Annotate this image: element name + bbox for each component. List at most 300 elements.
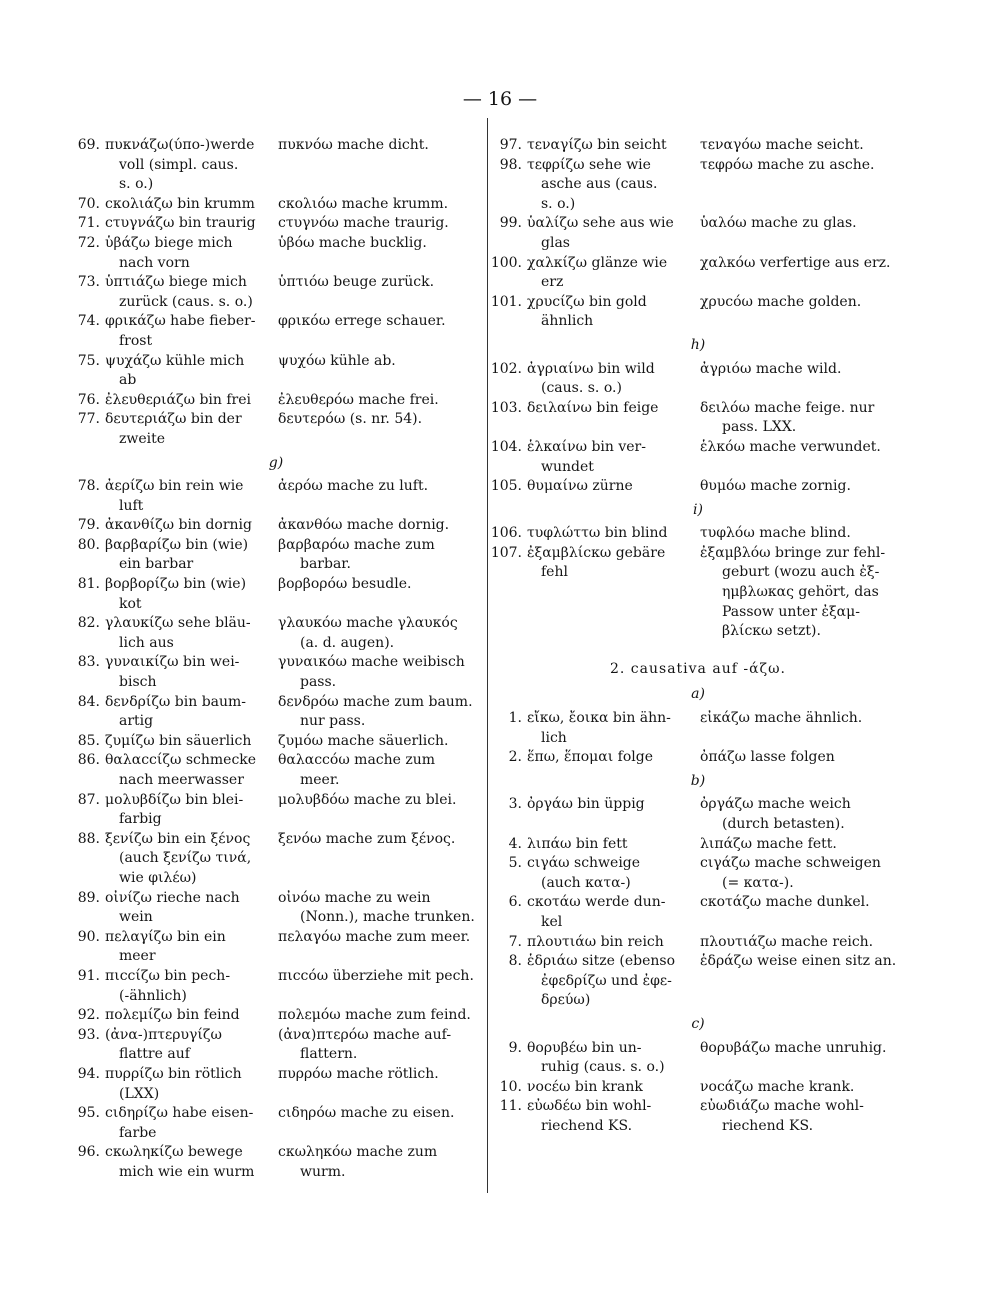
entry-causative: [700, 399, 908, 438]
entry-word: [527, 933, 700, 953]
entry-causative: [700, 544, 908, 642]
entry-number: 8.: [508, 953, 522, 970]
entry-word: [105, 516, 278, 536]
entry-row: [488, 709, 908, 748]
entry-word-continuation: ab: [119, 372, 137, 389]
entry-number: 95.: [77, 1105, 100, 1122]
entry-causative-line: βορβορόω besudle.: [278, 576, 412, 593]
entry-row: [488, 544, 908, 642]
entry-number: 104.: [490, 438, 522, 455]
entry-word: [105, 732, 278, 752]
entry-row: [488, 214, 908, 253]
entry-row: [488, 1078, 908, 1098]
entry-causative-line: οἰνόω mache zu wein: [278, 889, 431, 906]
entry-number: 91.: [77, 967, 100, 984]
entry-word-line: cιδηρίζω habe eisen-: [105, 1105, 254, 1122]
entry-word-continuation: voll (simpl. caus.: [119, 156, 239, 173]
entry-word: [527, 1097, 700, 1136]
entry-word-line: φρικάζω habe fieber-: [105, 313, 256, 330]
entry-word: [527, 293, 700, 332]
entry-row: [66, 136, 486, 195]
entry-causative: [278, 195, 486, 215]
entry-word-line: πελαγίζω bin ein: [105, 928, 226, 945]
entry-causative-line: ἑδράζω weise einen sitz an.: [700, 953, 897, 970]
entry-number: 106.: [490, 525, 522, 542]
entry-word-line: πυκνάζω(ύπο-)werde: [105, 137, 255, 153]
entry-word-continuation: fehl: [541, 564, 568, 581]
entry-word-line: εὐωδέω bin wohl-: [527, 1098, 652, 1115]
entry-number: 90.: [77, 928, 100, 945]
entry-word-line: δενδρίζω bin baum-: [105, 693, 247, 710]
entry-causative-continuation: (durch betasten).: [722, 816, 845, 832]
entry-causative: [278, 391, 486, 411]
entry-word: [105, 536, 278, 575]
entry-causative-continuation: (Nonn.), mache trunken.: [300, 909, 475, 926]
entry-causative: [700, 293, 908, 332]
entry-causative-line: πιccόω überziehe mit pech.: [278, 967, 474, 984]
entry-row: [66, 391, 486, 411]
entry-word-continuation: ἐφεδρίζω und ἐφε-: [541, 972, 672, 989]
entry-row: [66, 352, 486, 391]
entry-number: 93.: [77, 1026, 100, 1043]
entry-word-line: πυρρίζω bin rötlich: [105, 1065, 242, 1082]
entry-causative-continuation: wurm.: [300, 1163, 346, 1180]
entry-causative: [278, 234, 486, 273]
entry-word-continuation: farbe: [119, 1124, 157, 1141]
entry-word-line: δειλαίνω bin feige: [527, 399, 659, 416]
entry-row: [488, 477, 908, 497]
entry-word: [527, 854, 700, 893]
entry-row: [488, 156, 908, 215]
entry-causative: [278, 889, 486, 928]
entry-word-line: εἴκω, ἔοικα bin ähn-: [527, 710, 671, 727]
entry-word: [105, 830, 278, 889]
entry-word: [527, 952, 700, 1011]
entry-word-line: ζυμίζω bin säuerlich: [105, 732, 252, 749]
entry-word-line: ἀκανθίζω bin dornig: [105, 517, 252, 534]
entry-causative: [700, 1039, 908, 1078]
entry-word-line: μολυβδίζω bin blei-: [105, 791, 244, 808]
entry-causative-line: μολυβδόω mache zu blei.: [278, 791, 457, 808]
entry-word-line: νοcέω bin krank: [527, 1078, 643, 1095]
entry-word-continuation: ruhig (caus. s. o.): [541, 1059, 665, 1076]
entry-row: [66, 791, 486, 830]
entry-row: [66, 1143, 486, 1182]
entry-causative: [278, 830, 486, 889]
entry-word-line: δευτεριάζω bin der: [105, 411, 242, 428]
entry-word-line: λιπάω bin fett: [527, 835, 628, 852]
entry-word: [105, 575, 278, 614]
entry-causative-line: πελαγόω mache zum meer.: [278, 928, 471, 945]
entry-number: 7.: [508, 933, 522, 950]
entry-word-continuation: nach meerwasser: [119, 772, 244, 788]
entry-word-continuation: luft: [119, 497, 144, 514]
section-letter: h): [690, 336, 706, 353]
entry-row: [66, 536, 486, 575]
section-letter: a): [691, 686, 705, 703]
entry-causative: [278, 693, 486, 732]
entry-number: 79.: [77, 517, 100, 534]
entry-word: [105, 136, 278, 195]
entry-causative: [278, 536, 486, 575]
entry-row: [66, 653, 486, 692]
entry-word: [105, 273, 278, 312]
entry-row: [66, 693, 486, 732]
entry-causative: [278, 791, 486, 830]
entry-number: 81.: [77, 576, 100, 593]
entry-causative: [700, 748, 908, 768]
entry-causative-line: λιπάζω mache fett.: [700, 835, 837, 852]
entry-word: [105, 889, 278, 928]
entry-number: 5.: [508, 855, 522, 872]
entry-causative: [700, 1078, 908, 1098]
entry-number: 105.: [490, 478, 522, 495]
entry-word-line: cτυγνάζω bin traurig: [105, 215, 256, 232]
entry-causative-line: (ἀνα)πτερόω mache auf-: [278, 1026, 452, 1043]
entry-number: 87.: [77, 791, 100, 808]
entry-causative-line: cιγάζω mache schweigen: [700, 855, 881, 872]
entry-causative: [278, 575, 486, 614]
section-letter: g): [268, 454, 284, 471]
entry-word: [527, 477, 700, 497]
entry-word-line: πιccίζω bin pech-: [105, 967, 231, 984]
entry-causative-line: τεναγόω mache seicht.: [700, 137, 864, 153]
right-column: [488, 136, 908, 1137]
entry-causative: [278, 967, 486, 1006]
entry-word-line: ἀερίζω bin rein wie: [105, 478, 244, 495]
entry-word: [105, 1143, 278, 1182]
entry-causative-continuation: geburt (wozu auch ἐξ-: [722, 564, 880, 581]
entry-causative-line: ἐξαμβλόω bringe zur fehl-: [700, 544, 886, 561]
entry-causative-line: πυρρόω mache rötlich.: [278, 1065, 439, 1082]
entry-word: [105, 751, 278, 790]
entry-number: 99.: [499, 215, 522, 232]
entry-word-continuation: ähnlich: [541, 313, 594, 330]
entry-causative-line: δειλόω mache feige. nur: [700, 399, 875, 416]
entry-word-line: βορβορίζω bin (wie): [105, 576, 247, 593]
entry-causative: [278, 732, 486, 752]
entry-causative-continuation: (a. d. augen).: [300, 634, 395, 651]
entry-word-line: ὑπτιάζω biege mich: [105, 274, 247, 291]
entry-word-continuation: lich: [541, 729, 567, 746]
page-number-line: [0, 88, 1000, 110]
entry-number: 92.: [77, 1007, 100, 1024]
entry-causative: [278, 1026, 486, 1065]
entry-row: [488, 854, 908, 893]
entry-word-continuation: (auch κατα-): [541, 874, 631, 891]
entry-word-continuation: (LXX): [119, 1085, 160, 1102]
section-title: 2. causativa auf -άζω.: [610, 660, 786, 677]
entry-word: [105, 410, 278, 449]
entry-word: [527, 399, 700, 438]
entry-word-line: τεναγίζω bin seicht: [527, 137, 667, 153]
entry-word-line: θαλαccίζω schmecke: [105, 752, 257, 769]
entry-row: [66, 751, 486, 790]
entry-causative-line: θυμόω mache zornig.: [700, 478, 851, 495]
entry-row: [66, 195, 486, 215]
entry-word-line: ψυχάζω kühle mich: [105, 352, 245, 369]
entry-word-continuation: kel: [541, 913, 563, 930]
entry-word: [527, 254, 700, 293]
entry-word: [527, 893, 700, 932]
entry-word-continuation: s. o.): [119, 176, 154, 193]
entry-word-line: cκοτάω werde dun-: [527, 894, 666, 911]
entry-row: [66, 928, 486, 967]
entry-word: [105, 928, 278, 967]
entry-word-line: πολεμίζω bin feind: [105, 1007, 240, 1024]
entry-number: 82.: [77, 615, 100, 632]
entry-causative: [278, 136, 486, 195]
entry-number: 103.: [490, 399, 522, 416]
entry-number: 75.: [77, 352, 100, 369]
entry-causative-line: ὑβόω mache bucklig.: [278, 234, 427, 251]
entry-word: [527, 544, 700, 642]
entry-causative-continuation: flattern.: [300, 1046, 358, 1063]
entry-causative-line: ἐλευθερόω mache frei.: [278, 391, 439, 408]
entry-causative-continuation: Passow unter ἐξαμ-: [722, 603, 860, 620]
page-number: 16: [487, 88, 513, 110]
entry-row: [488, 893, 908, 932]
entry-causative: [278, 273, 486, 312]
entry-word-line: γλαυκίζω sehe bläu-: [105, 615, 251, 632]
entry-number: 3.: [508, 796, 522, 813]
entry-causative: [278, 214, 486, 234]
entry-word-line: ἐλευθεριάζω bin frei: [105, 391, 252, 408]
entry-row: [66, 234, 486, 273]
entry-word-line: χρυcίζω bin gold: [527, 293, 647, 310]
entry-number: 4.: [508, 835, 522, 852]
entry-word-continuation: meer: [119, 948, 156, 965]
entry-causative: [278, 410, 486, 449]
entry-word-line: τυφλώττω bin blind: [527, 525, 668, 542]
entry-word: [527, 795, 700, 834]
entry-causative-line: εὐωδιάζω mache wohl-: [700, 1098, 864, 1115]
entry-causative-line: ὀργάζω mache weich: [700, 796, 851, 813]
entry-row: [488, 795, 908, 834]
entry-word-continuation: ein barbar: [119, 556, 194, 573]
entry-causative: [700, 360, 908, 399]
entry-number: 102.: [490, 360, 522, 377]
entry-row: [488, 254, 908, 293]
entry-word: [105, 1026, 278, 1065]
entry-word: [105, 614, 278, 653]
entry-word-line: πλουτιάω bin reich: [527, 933, 664, 950]
left-column: [66, 136, 486, 1182]
entry-causative-line: γλαυκόω mache γλαυκός: [278, 615, 458, 632]
entry-causative-continuation: βλίcκω setzt).: [722, 623, 821, 640]
entry-causative: [700, 524, 908, 544]
entry-word: [527, 1078, 700, 1098]
entry-causative-line: θαλαccόω mache zum: [278, 752, 436, 769]
entry-word-continuation: wein: [119, 909, 153, 926]
entry-row: [488, 1039, 908, 1078]
entry-number: 100.: [490, 254, 522, 271]
entry-word-continuation: frost: [119, 332, 153, 349]
entry-word-line: ἕπω, ἕπομαι folge: [527, 749, 653, 766]
entry-word-continuation: (caus. s. o.): [541, 380, 622, 397]
entry-causative: [700, 254, 908, 293]
entry-causative-line: πυκνόω mache dicht.: [278, 137, 429, 153]
entry-number: 96.: [77, 1144, 100, 1161]
entry-word-line: τεφρίζω sehe wie: [527, 156, 651, 173]
entry-causative: [278, 312, 486, 351]
entry-causative-line: cτυγνόω mache traurig.: [278, 215, 449, 232]
entry-row: [488, 933, 908, 953]
entry-row: [488, 952, 908, 1011]
entry-causative-line: φρικόω errege schauer.: [278, 313, 446, 330]
entry-causative: [278, 477, 486, 516]
entry-causative-line: δενδρόω mache zum baum.: [278, 693, 473, 710]
entry-word-line: ἀγριαίνω bin wild: [527, 360, 655, 377]
entry-number: 97.: [499, 137, 522, 153]
entry-number: 6.: [508, 894, 522, 911]
entry-causative: [278, 653, 486, 692]
entry-causative-line: χρυcόω mache golden.: [700, 293, 862, 310]
entry-causative: [278, 928, 486, 967]
entry-word-line: (ἀνα-)πτερυγίζω: [105, 1026, 222, 1043]
entry-word: [105, 477, 278, 516]
entry-causative-continuation: nur pass.: [300, 713, 366, 730]
entry-word-continuation: erz: [541, 274, 564, 291]
entry-causative: [278, 516, 486, 536]
entry-word-line: ὑαλίζω sehe aus wie: [527, 215, 674, 232]
entry-row: [66, 410, 486, 449]
entry-word: [105, 967, 278, 1006]
entry-word: [527, 709, 700, 748]
entry-number: 89.: [77, 889, 100, 906]
entry-word: [105, 195, 278, 215]
entry-word-line: ἐξαμβλίcκω gebäre: [527, 544, 666, 561]
entry-causative: [700, 1097, 908, 1136]
entry-causative: [700, 156, 908, 215]
entry-causative: [278, 614, 486, 653]
entry-word: [105, 1104, 278, 1143]
entry-word-line: cκωληκίζω bewege: [105, 1144, 243, 1161]
entry-causative-line: cκολιόω mache krumm.: [278, 195, 449, 212]
entry-number: 107.: [490, 544, 522, 561]
entry-row: [66, 214, 486, 234]
entry-word-line: cιγάω schweige: [527, 855, 641, 872]
section-letter: i): [693, 501, 703, 518]
entry-word-continuation: glas: [541, 234, 570, 251]
entry-causative: [700, 854, 908, 893]
entry-row: [66, 614, 486, 653]
entry-causative: [700, 795, 908, 834]
entry-row: [66, 273, 486, 312]
entry-word: [527, 360, 700, 399]
entry-word: [527, 156, 700, 215]
entry-row: [488, 1097, 908, 1136]
entry-causative-continuation: ημβλωκας gehört, das: [722, 584, 879, 601]
entry-number: 85.: [77, 732, 100, 749]
entry-row: [488, 438, 908, 477]
entry-number: 78.: [77, 478, 100, 495]
entry-causative-line: θορυβάζω mache unruhig.: [700, 1039, 887, 1056]
entry-number: 101.: [490, 293, 522, 310]
entry-causative-line: χαλκόω verfertige aus erz.: [700, 254, 891, 271]
entry-row: [488, 524, 908, 544]
entry-causative-line: cιδηρόω mache zu eisen.: [278, 1105, 455, 1122]
entry-causative: [700, 136, 908, 156]
entry-row: [66, 477, 486, 516]
entry-number: 94.: [77, 1065, 100, 1082]
entry-row: [488, 748, 908, 768]
entry-row: [66, 830, 486, 889]
entry-number: 9.: [508, 1039, 522, 1056]
entry-number: 83.: [77, 654, 100, 671]
entry-word-line: θυμαίνω zürne: [527, 478, 633, 495]
entry-causative: [700, 477, 908, 497]
entry-number: 73.: [77, 274, 100, 291]
entry-word-line: ὑβάζω biege mich: [105, 234, 233, 251]
entry-causative: [278, 1104, 486, 1143]
entry-row: [66, 1065, 486, 1104]
entry-word: [105, 312, 278, 351]
entry-word: [105, 791, 278, 830]
entry-word: [527, 438, 700, 477]
entry-word-continuation: artig: [119, 713, 154, 730]
entry-causative-continuation: pass.: [300, 674, 337, 691]
entry-causative-line: πλουτιάζω mache reich.: [700, 933, 874, 950]
entry-causative-line: τυφλόω mache blind.: [700, 525, 851, 542]
entry-causative-continuation: riechend KS.: [722, 1117, 814, 1134]
entry-causative-line: ἀγριόω mache wild.: [700, 360, 842, 377]
entry-number: 80.: [77, 536, 100, 553]
entry-number: 74.: [77, 313, 100, 330]
entry-causative: [700, 893, 908, 932]
entry-word: [105, 1065, 278, 1104]
entry-row: [488, 399, 908, 438]
entry-number: 2.: [508, 749, 522, 766]
entry-word-continuation: zweite: [119, 430, 166, 447]
entry-causative-continuation: (= κατα-).: [722, 874, 794, 891]
entry-row: [66, 575, 486, 614]
entry-causative: [278, 1143, 486, 1182]
entry-word-continuation: wie φιλέω): [119, 869, 197, 886]
entry-causative: [278, 352, 486, 391]
entry-number: 86.: [77, 752, 100, 769]
entry-row: [66, 732, 486, 752]
entry-word: [105, 352, 278, 391]
entry-number: 69.: [77, 137, 100, 153]
entry-number: 84.: [77, 693, 100, 710]
entry-causative: [700, 214, 908, 253]
entry-word: [527, 524, 700, 544]
entry-causative-line: cκοτάζω mache dunkel.: [700, 894, 870, 911]
entry-row: [66, 967, 486, 1006]
entry-causative-continuation: barbar.: [300, 556, 351, 573]
entry-word-line: γυναικίζω bin wei-: [105, 654, 240, 671]
entry-causative: [700, 438, 908, 477]
entry-word-continuation: lich aus: [119, 634, 174, 651]
entry-causative-line: βαρβαρόω mache zum: [278, 536, 435, 553]
entry-row: [66, 1104, 486, 1143]
entry-word-line: cκολιάζω bin krumm: [105, 195, 255, 212]
entry-causative-line: cκωληκόω mache zum: [278, 1144, 438, 1161]
entry-word-line: χαλκίζω glänze wie: [527, 254, 668, 271]
entry-causative-line: ἀκανθόω mache dornig.: [278, 517, 450, 534]
entry-number: 76.: [77, 391, 100, 408]
entry-word-continuation: nach vorn: [119, 254, 190, 271]
entry-word-continuation: wundet: [541, 458, 594, 475]
entry-word-continuation: asche aus (caus.: [541, 176, 658, 193]
entry-word: [527, 214, 700, 253]
entry-word: [105, 653, 278, 692]
entry-word-line: ἑλκαίνω bin ver-: [527, 438, 646, 455]
entry-number: 77.: [77, 411, 100, 428]
entry-row: [488, 835, 908, 855]
section-letter: b): [690, 772, 706, 789]
